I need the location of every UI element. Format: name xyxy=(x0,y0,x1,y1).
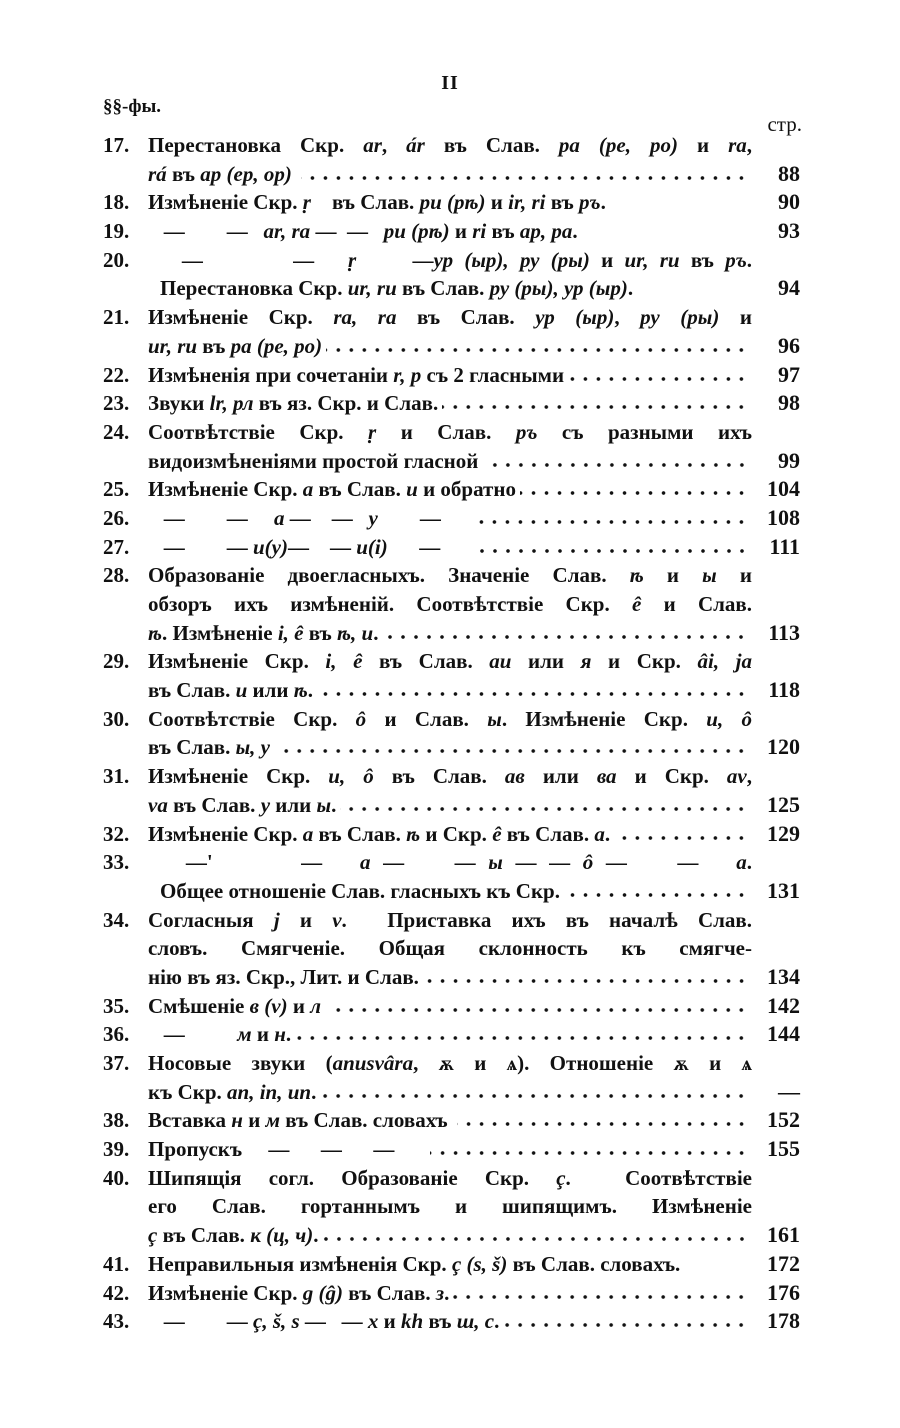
section-number: 23. xyxy=(103,391,130,416)
toc-line xyxy=(103,361,800,390)
toc-line xyxy=(103,1279,800,1308)
italic-term: âi, ja xyxy=(697,649,753,674)
entry-text: ç въ Слав. к (ц, ч). xyxy=(148,1223,319,1248)
toc-line xyxy=(103,1135,800,1164)
page-number: 94 xyxy=(778,275,800,301)
italic-term: i, ê xyxy=(325,649,363,674)
italic-term: к (ц, ч) xyxy=(250,1223,314,1248)
italic-term: ы xyxy=(488,850,503,875)
italic-term: н xyxy=(274,1022,286,1047)
section-number: 26. xyxy=(103,505,130,530)
dot-leader xyxy=(382,634,748,640)
page-number: 172 xyxy=(767,1250,800,1276)
section-number: 17. xyxy=(103,133,130,157)
entry-text: нію въ яз. Скр., Лит. и Слав. xyxy=(148,964,419,989)
dot-leader xyxy=(326,347,748,353)
page-number: 108 xyxy=(767,504,800,530)
page-number: 131 xyxy=(767,877,800,903)
toc-line xyxy=(103,906,800,935)
section-number: 25. xyxy=(103,477,130,502)
section-number: 43. xyxy=(103,1309,130,1334)
italic-term: и xyxy=(235,678,248,703)
page-number: 155 xyxy=(767,1136,800,1162)
toc-line xyxy=(103,848,800,877)
italic-term: lr, рл xyxy=(209,391,254,416)
entry-text: — — и(у)— — и(і) — xyxy=(148,534,467,559)
entry-text: — м и н. xyxy=(148,1022,292,1047)
section-number: 18. xyxy=(103,190,130,215)
italic-term: x xyxy=(367,1309,379,1334)
dot-leader xyxy=(442,404,748,410)
dot-leader xyxy=(340,806,748,812)
page-number: 98 xyxy=(778,390,800,416)
page-number: 120 xyxy=(767,734,800,760)
italic-term: ар (ер, ор) xyxy=(200,161,292,186)
italic-term: a xyxy=(302,821,314,846)
italic-term: ar xyxy=(363,133,382,157)
entry-text: Согласныя j и v. Приставка ихъ въ началѣ Слав. xyxy=(148,907,752,932)
toc-line xyxy=(103,246,800,275)
italic-term: anusvâra xyxy=(332,1051,414,1075)
toc-line xyxy=(103,1250,800,1279)
italic-term: ри (рѣ) xyxy=(419,190,486,215)
italic-term: у xyxy=(260,792,271,817)
italic-term: g (ĝ) xyxy=(302,1280,344,1305)
entry-text: видоизмѣненіями простой гласной xyxy=(148,448,484,473)
page-number: 176 xyxy=(767,1279,800,1305)
italic-term: ár xyxy=(406,133,425,157)
toc-line xyxy=(103,274,800,303)
italic-term: u, ô xyxy=(328,764,374,789)
entry-text: — — ṛ —ур (ыр), ру (ры) и ur, ru въ ръ. xyxy=(148,247,753,272)
italic-term: ç, š, s xyxy=(253,1309,300,1334)
toc-line xyxy=(103,1078,800,1107)
entry-text: Общее отношеніе Слав. гласныхъ къ Скр. xyxy=(160,878,560,903)
dot-leader xyxy=(457,1121,748,1127)
page-number: 142 xyxy=(767,992,800,1018)
entry-text: Пропускъ — — — xyxy=(148,1137,426,1162)
page-number: 88 xyxy=(778,160,800,186)
section-number: 36. xyxy=(103,1022,130,1047)
page-number: 93 xyxy=(778,218,800,244)
entry-text: Перестановка Скр. ar, ár въ Слав. ра (ре, ро) и ra, xyxy=(148,133,753,157)
section-number: 21. xyxy=(103,305,130,330)
italic-term: ы xyxy=(702,563,717,588)
entry-text: Измѣненіе Скр. i, ê въ Слав. аи или я и Скр. âi, ja xyxy=(148,649,753,674)
dot-leader xyxy=(323,1236,748,1242)
dot-leader xyxy=(330,1007,748,1013)
italic-term: м xyxy=(237,1022,252,1047)
page-number: 113 xyxy=(768,619,800,645)
entry-text: ur, ru въ ра (ре, ро) xyxy=(148,333,323,358)
entry-text: его Слав. гортаннымъ и шипящимъ. Измѣненіе xyxy=(148,1194,752,1219)
page-number: 125 xyxy=(767,791,800,817)
section-number: 32. xyxy=(103,821,130,846)
italic-term: a xyxy=(302,477,314,502)
page-number: 152 xyxy=(767,1107,800,1133)
entry-text: Образованіе двоегласныхъ. Значеніе Слав. ѣ и ы и xyxy=(148,563,753,588)
entry-text: — — ç, š, s — — x и kh въ ш, с. xyxy=(148,1309,500,1334)
toc-line xyxy=(103,791,800,820)
section-number: 37. xyxy=(103,1051,130,1075)
toc-line xyxy=(103,877,800,906)
toc-line xyxy=(103,619,800,648)
italic-term: ы xyxy=(487,706,502,731)
italic-term: ра (ре, ро) xyxy=(230,333,323,358)
page-number: 90 xyxy=(778,189,800,215)
page-number: 134 xyxy=(767,963,800,989)
italic-term: ç xyxy=(556,1165,566,1190)
toc-line xyxy=(103,447,800,476)
italic-term: va xyxy=(148,792,168,817)
toc-line xyxy=(103,217,800,246)
entry-text: къ Скр. an, in, un. xyxy=(148,1079,317,1104)
entry-text: Измѣненіе Скр. ṛ въ Слав. ри (рѣ) и ir, ri въ ръ. xyxy=(148,190,606,215)
italic-term: ар, ра xyxy=(519,219,573,244)
italic-term: з xyxy=(435,1280,445,1305)
section-column-label: §§-фы. xyxy=(103,96,162,117)
toc-line xyxy=(103,389,800,418)
section-number: 35. xyxy=(103,993,130,1018)
section-number: 33. xyxy=(103,850,130,875)
section-number: 19. xyxy=(103,219,130,244)
italic-term: а xyxy=(360,850,371,875)
italic-term: ѣ xyxy=(148,620,163,645)
entry-text: Измѣненіе Скр. a въ Слав. ѣ и Скр. ê въ Слав. а. xyxy=(148,821,611,846)
toc-line xyxy=(103,1307,800,1336)
toc-line xyxy=(103,590,800,619)
italic-term: u, ô xyxy=(706,706,753,731)
italic-term: ra xyxy=(728,133,747,157)
toc-line xyxy=(103,733,800,762)
italic-term: ур (ыр) xyxy=(535,305,615,330)
toc-line xyxy=(103,1164,800,1193)
italic-term: ç (s, š) xyxy=(451,1251,508,1276)
italic-term: м xyxy=(265,1108,280,1133)
italic-term: у xyxy=(368,505,378,530)
toc-line xyxy=(103,762,800,791)
italic-term: ѣ, и xyxy=(337,620,374,645)
italic-term: и(і) xyxy=(356,534,388,559)
italic-term: ô xyxy=(355,706,367,731)
toc-line xyxy=(103,188,800,217)
italic-term: и(у) xyxy=(253,534,288,559)
dot-leader xyxy=(317,691,748,697)
dot-leader xyxy=(614,835,748,841)
toc-line xyxy=(103,561,800,590)
italic-term: и xyxy=(406,477,418,502)
italic-term: ръ xyxy=(725,247,747,272)
entry-text: Измѣненіе Скр. g (ĝ) въ Слав. з. xyxy=(148,1280,450,1305)
italic-term: ри (рѣ) xyxy=(383,219,450,244)
italic-term: я xyxy=(580,649,592,674)
dot-leader xyxy=(471,548,749,554)
italic-term: i, ê xyxy=(277,620,304,645)
page-number: 99 xyxy=(778,447,800,473)
italic-term: ѣ xyxy=(406,821,421,846)
entry-text: въ Слав. и или ѣ. xyxy=(148,678,314,703)
entry-text: Смѣшеніе в (v) и л xyxy=(148,993,321,1018)
toc-line xyxy=(103,820,800,849)
italic-term: н xyxy=(231,1108,243,1133)
dot-leader xyxy=(564,892,748,898)
entry-text: Звуки lr, рл въ яз. Скр. и Слав. xyxy=(148,391,439,416)
section-number: 42. xyxy=(103,1280,130,1305)
page-number: 96 xyxy=(778,332,800,358)
toc-line xyxy=(103,676,800,705)
entry-text: въ Слав. ы, у xyxy=(148,735,271,760)
section-number: 20. xyxy=(103,247,130,272)
entry-text: Соотвѣтствіе Скр. ô и Слав. ы. Измѣненіе Скр. u, ô xyxy=(148,706,753,731)
entry-text: обзоръ ихъ измѣненій. Соотвѣтствіе Скр. ê и Слав. xyxy=(148,592,752,616)
italic-term: ir, ri xyxy=(508,190,546,215)
italic-term: ô xyxy=(582,850,594,875)
italic-term: ра (ре, ро) xyxy=(558,133,678,157)
italic-term: ar, ra xyxy=(263,219,311,244)
italic-term: av xyxy=(726,764,747,789)
entry-text: Измѣненіе Скр. a въ Слав. и и обратно xyxy=(148,477,516,502)
page-number: 161 xyxy=(767,1222,800,1248)
entry-text: ѣ. Измѣненіе i, ê въ ѣ, и. xyxy=(148,620,379,645)
toc-line xyxy=(103,705,800,734)
italic-term: ру (ры) xyxy=(640,305,720,330)
toc-line xyxy=(103,1192,800,1221)
italic-term: ra, ra xyxy=(333,305,397,330)
page-column-label: стр. xyxy=(767,112,802,136)
page-number: 97 xyxy=(778,361,800,387)
section-number: 39. xyxy=(103,1137,130,1162)
toc-line xyxy=(103,1020,800,1049)
section-number: 24. xyxy=(103,419,130,444)
italic-term: ṛ xyxy=(302,190,311,215)
entry-text: va въ Слав. у или ы. xyxy=(148,792,337,817)
italic-term: ѣ xyxy=(293,678,308,703)
italic-term: ръ xyxy=(515,419,538,444)
section-number: 38. xyxy=(103,1108,130,1133)
dot-leader xyxy=(301,175,748,181)
italic-term: v xyxy=(332,907,342,932)
italic-term: ѣ xyxy=(629,563,644,588)
italic-term: ва xyxy=(596,764,617,789)
italic-term: rá xyxy=(148,161,167,186)
entry-text: словъ. Смягченіе. Общая склонность къ смягче- xyxy=(148,936,752,961)
entry-text: Измѣненія при сочетаніи r, р съ 2 гласными xyxy=(148,362,565,387)
italic-term: ê xyxy=(632,592,642,616)
entry-text: rá въ ар (ер, ор) xyxy=(148,161,292,186)
section-number: 28. xyxy=(103,563,130,588)
dot-leader xyxy=(423,978,748,984)
dot-leader xyxy=(503,1322,748,1328)
section-number: 27. xyxy=(103,534,130,559)
page-number: 104 xyxy=(767,476,800,502)
italic-term: ê xyxy=(492,821,502,846)
italic-term: ав xyxy=(504,764,525,789)
toc-line xyxy=(103,992,800,1021)
italic-term: ur, ru xyxy=(624,247,680,272)
italic-term: ру (ры), ур (ыр) xyxy=(489,276,628,301)
italic-term: j xyxy=(273,907,280,932)
italic-term: ṛ xyxy=(347,247,357,272)
dot-leader xyxy=(279,748,748,754)
dot-leader xyxy=(320,1093,748,1099)
toc-line xyxy=(103,533,800,562)
toc-line xyxy=(103,1106,800,1135)
toc-line xyxy=(103,963,800,992)
toc-line xyxy=(103,303,800,332)
italic-term: ы xyxy=(316,792,332,817)
toc-line xyxy=(103,1221,800,1250)
entry-text: Измѣненіе Скр. ra, ra въ Слав. ур (ыр), ру (ры) и xyxy=(148,305,752,330)
dot-leader xyxy=(568,376,748,382)
page-number: 144 xyxy=(767,1021,800,1047)
toc-line xyxy=(103,934,800,963)
dot-leader xyxy=(471,519,748,525)
toc-line xyxy=(103,131,800,160)
entry-text: — — а — — у — xyxy=(148,505,468,530)
toc-line xyxy=(103,1049,800,1078)
dot-leader xyxy=(453,1294,748,1300)
page-number: 178 xyxy=(767,1308,800,1334)
italic-term: ръ xyxy=(579,190,601,215)
section-number: 30. xyxy=(103,706,130,731)
page-folio: II xyxy=(441,72,459,94)
italic-term: ы, у xyxy=(235,735,271,760)
section-number: 40. xyxy=(103,1165,130,1190)
dot-leader xyxy=(488,462,748,468)
italic-term: kh xyxy=(401,1309,424,1334)
dot-leader xyxy=(520,490,748,496)
toc-line xyxy=(103,418,800,447)
section-number: 22. xyxy=(103,362,130,387)
italic-term: an, in, un xyxy=(227,1079,312,1104)
toc-line xyxy=(103,647,800,676)
entry-text: Соотвѣтствіе Скр. ṛ и Слав. ръ съ разными ихъ xyxy=(148,419,753,444)
toc-line xyxy=(103,504,800,533)
italic-term: аи xyxy=(489,649,512,674)
toc-line xyxy=(103,160,800,189)
italic-term: ç xyxy=(148,1223,158,1248)
italic-term: а xyxy=(274,505,285,530)
italic-term: ri xyxy=(472,219,487,244)
entry-text: —' — а — — ы — — ô — — а. xyxy=(148,850,753,875)
italic-term: а xyxy=(594,821,605,846)
table-of-contents xyxy=(103,131,800,1336)
entry-text: Измѣненіе Скр. u, ô въ Слав. ав или ва и Скр. av, xyxy=(148,764,752,789)
entry-text: Неправильныя измѣненія Скр. ç (s, š) въ Слав. словахъ. xyxy=(148,1251,681,1276)
entry-text: Перестановка Скр. ur, ru въ Слав. ру (ры), ур (ыр). xyxy=(160,276,634,301)
page-number: — xyxy=(778,1078,800,1104)
italic-term: а xyxy=(736,850,747,875)
entry-text: Вставка н и м въ Слав. словахъ xyxy=(148,1108,453,1133)
entry-text: Шипящія согл. Образованіе Скр. ç. Соотвѣтствіе xyxy=(148,1165,752,1190)
italic-term: ur, ru xyxy=(148,333,198,358)
section-number: 41. xyxy=(103,1251,130,1276)
italic-term: r, р xyxy=(393,362,422,387)
italic-term: в (v) xyxy=(249,993,288,1018)
section-number: 29. xyxy=(103,649,130,674)
entry-text: — — ar, ra — — ри (рѣ) и ri въ ар, ра. xyxy=(148,219,578,244)
entry-text: Носовые звуки (anusvâra, ѫ и ѧ). Отношеніе ѫ и ѧ xyxy=(148,1051,752,1075)
dot-leader xyxy=(430,1150,748,1156)
section-number: 34. xyxy=(103,907,130,932)
toc-line xyxy=(103,332,800,361)
page-number: 118 xyxy=(768,677,800,703)
dot-leader xyxy=(295,1035,748,1041)
page-number: 129 xyxy=(767,820,800,846)
toc-line xyxy=(103,475,800,504)
italic-term: ур (ыр), ру (ры) xyxy=(433,247,590,272)
section-number: 31. xyxy=(103,764,130,789)
italic-term: л xyxy=(310,993,321,1018)
italic-term: ur, ru xyxy=(347,276,397,301)
italic-term: ш, с xyxy=(456,1309,495,1334)
page-number: 111 xyxy=(769,533,800,559)
italic-term: ṛ xyxy=(368,419,377,444)
